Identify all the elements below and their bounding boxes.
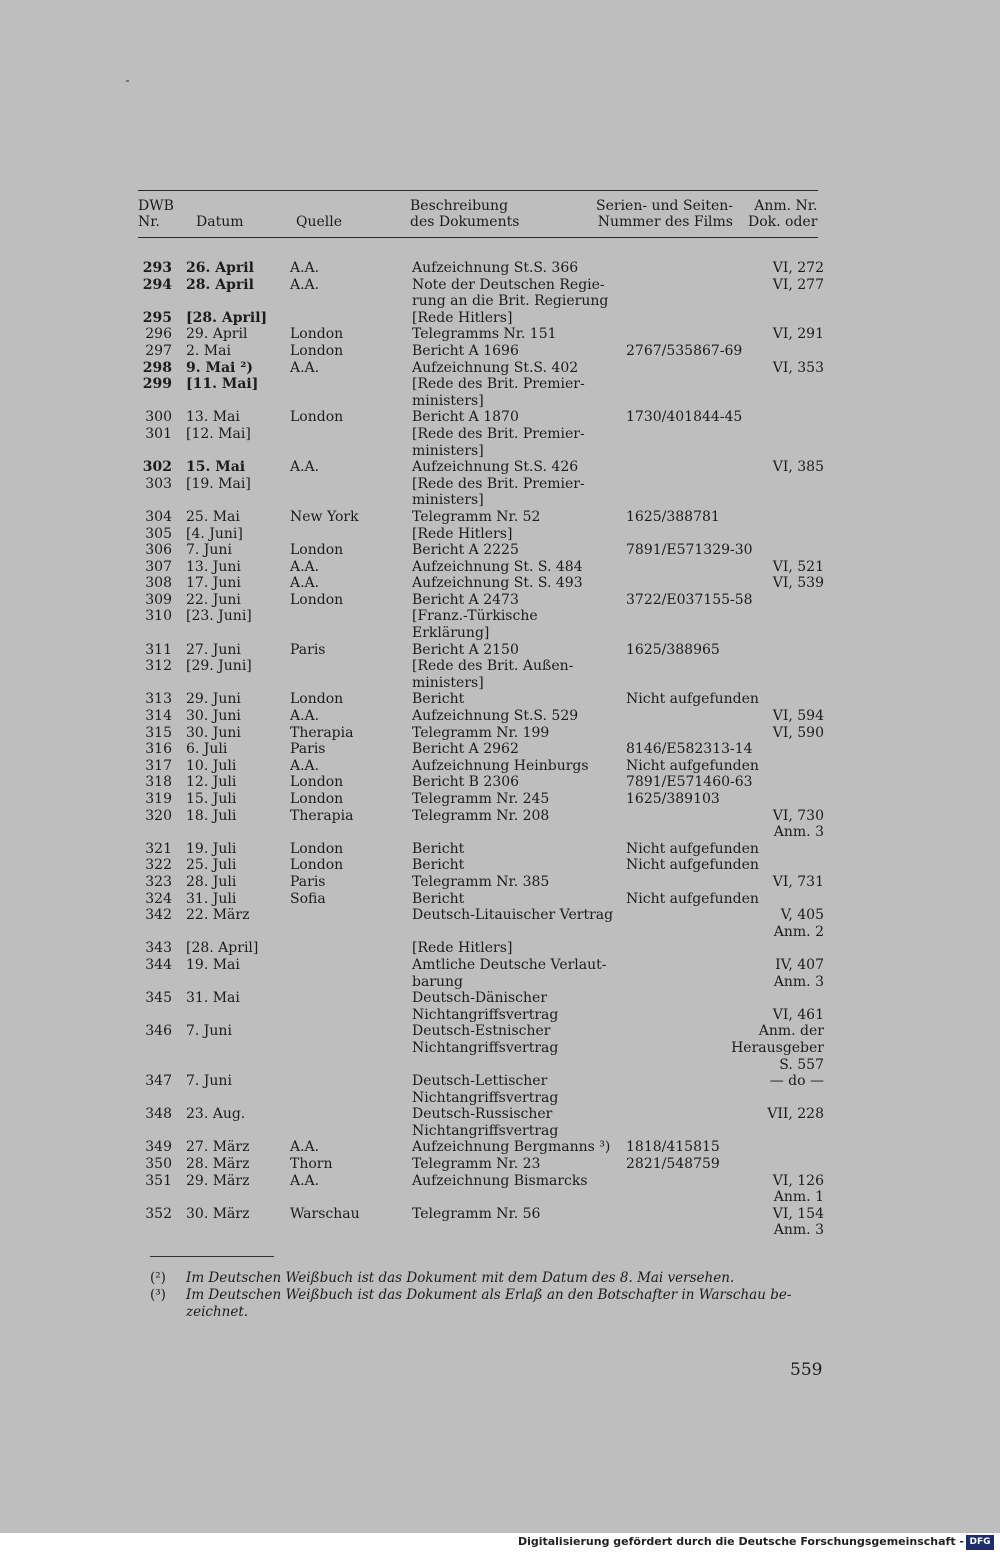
row-description: Telegramm Nr. 385 [412,873,550,890]
row-date: 25. Juli [186,857,237,874]
row-source: London [290,691,344,708]
row-number: 314 [145,708,172,725]
row-source: Warschau [290,1205,360,1222]
row-reference: VI, 291 [772,326,824,343]
row-reference: VI, 730 Anm. 3 [772,807,824,841]
row-date: 22. Juni [186,591,241,608]
row-reference: VI, 154 Anm. 3 [772,1205,824,1239]
row-source: London [290,326,344,343]
row-description: [Rede des Brit. Premier- ministers] [412,475,585,509]
row-date: 30. März [186,1205,250,1222]
row-description: Bericht [412,890,465,907]
table-row [0,1156,1000,1173]
row-description: Telegramm Nr. 245 [412,791,550,807]
row-reference: VI, 272 [772,260,824,276]
row-date: 10. Juli [186,757,237,774]
table-row [0,409,1000,426]
row-number: 303 [145,475,172,492]
page-number: 559 [790,1360,823,1380]
row-number: 320 [145,807,172,824]
table-row [0,526,1000,543]
footnote-rule [150,1256,274,1257]
table-row [0,808,1000,841]
row-date: [12. Mai] [186,425,251,442]
table-row [0,542,1000,559]
row-description: [Rede Hitlers] [412,309,513,326]
row-description: Bericht A 2473 [412,591,519,608]
row-description: Bericht B 2306 [412,774,520,791]
table-row [0,1023,1000,1073]
row-source: Therapia [290,807,354,824]
row-number: 315 [145,724,172,741]
row-source: London [290,409,344,426]
table-row [0,725,1000,742]
row-date: 31. Juli [186,890,237,907]
row-description: Bericht A 2150 [412,641,519,658]
row-source: London [290,840,344,857]
row-date: 29. April [186,326,248,343]
row-reference: VI, 277 [772,276,824,293]
table-row [0,990,1000,1023]
row-film-number: 1625/388781 [626,508,720,525]
table-row [0,559,1000,576]
row-date: 12. Juli [186,774,237,791]
row-date: 19. Juli [186,840,237,857]
table-row [0,1139,1000,1156]
row-film-number: 1818/415815 [626,1139,720,1156]
table-row [0,608,1000,641]
row-source: A.A. [290,558,320,575]
row-description: Bericht A 2225 [412,542,519,559]
row-source: New York [290,508,359,525]
row-number: 318 [145,774,172,791]
table-row [0,758,1000,775]
table-row [0,592,1000,609]
row-source: Paris [290,873,326,890]
row-number: 311 [145,641,172,658]
table-row [0,1073,1000,1106]
row-date: 13. Juni [186,558,241,575]
row-number: 301 [145,425,172,442]
row-reference: — do — [769,1073,824,1090]
row-source: Paris [290,641,326,658]
row-date: 9. Mai ²) [186,359,254,376]
row-film-number: Nicht aufgefunden [626,840,759,857]
table-row [0,260,1000,277]
row-number: 342 [145,907,172,924]
row-film-number: 3722/E037155-58 [626,591,753,608]
row-date: 6. Juli [186,741,228,758]
row-number: 319 [145,791,172,807]
row-date: 13. Mai [186,409,240,426]
table-row [0,360,1000,377]
row-date: [29. Juni] [186,658,252,675]
row-date: 2. Mai [186,342,231,359]
row-source: Therapia [290,724,354,741]
row-date: 30. Juni [186,724,241,741]
row-source: A.A. [290,359,320,376]
row-description: [Rede Hitlers] [412,940,513,957]
row-date: [11. Mai] [186,376,259,393]
row-date: 7. Juni [186,1023,232,1040]
row-date: 19. Mai [186,956,240,973]
table-row [0,791,1000,808]
row-source: A.A. [290,708,320,725]
table-row [0,343,1000,360]
row-number: 344 [145,956,172,973]
row-reference: VII, 228 [767,1106,824,1123]
table-row [0,1173,1000,1206]
row-film-number: Nicht aufgefunden [626,857,759,874]
table-row [0,708,1000,725]
row-date: 27. Juni [186,641,241,658]
row-description: Bericht [412,691,465,708]
row-description: [Rede Hitlers] [412,525,513,542]
row-date: 26. April [186,260,254,276]
row-number: 310 [145,608,172,625]
row-date: 15. Juli [186,791,237,807]
row-date: 25. Mai [186,508,240,525]
row-date: 28. Juli [186,873,237,890]
row-reference: VI, 521 [772,558,824,575]
row-source: London [290,857,344,874]
row-number: 298 [142,359,172,376]
row-date: 17. Juni [186,575,241,592]
row-reference: VI, 353 [772,359,824,376]
table-row [0,1206,1000,1239]
table-row [0,841,1000,858]
row-number: 346 [145,1023,172,1040]
row-number: 305 [145,525,172,542]
row-film-number: Nicht aufgefunden [626,691,759,708]
row-description: Deutsch-Dänischer Nichtangriffsvertrag [412,990,559,1023]
table-row [0,691,1000,708]
table-row [0,476,1000,509]
row-description: Telegramms Nr. 151 [412,326,557,343]
table-row [0,575,1000,592]
row-source: Thorn [290,1156,333,1173]
header-datum: Datum [196,214,244,230]
row-source: Paris [290,741,326,758]
row-number: 321 [145,840,172,857]
header-nr: DWB Nr. [138,198,174,230]
row-description: Note der Deutschen Regie- rung an die Brit. Regierung [412,276,609,310]
row-date: 18. Juli [186,807,237,824]
row-description: Telegramm Nr. 56 [412,1205,541,1222]
row-description: [Franz.-Türkische Erklärung] [412,608,538,642]
row-number: 348 [145,1106,172,1123]
row-source: London [290,591,344,608]
row-date: [4. Juni] [186,525,243,542]
table-row [0,310,1000,327]
row-date: 30. Juni [186,708,241,725]
row-description: [Rede des Brit. Außen- ministers] [412,658,574,691]
row-number: 308 [145,575,172,592]
row-description: Aufzeichnung St.S. 426 [412,459,579,476]
row-reference: VI, 594 [772,708,824,725]
row-film-number: 7891/E571329-30 [626,542,753,559]
row-reference: IV, 407 Anm. 3 [773,956,824,990]
table-row [0,459,1000,476]
row-number: 295 [142,309,172,326]
row-source: A.A. [290,459,320,476]
footnote-mark: (²) [150,1270,166,1286]
row-date: 29. Juni [186,691,241,708]
scan-speck [126,80,129,82]
row-date: [19. Mai] [186,475,251,492]
row-date: 23. Aug. [186,1106,246,1123]
row-description: Aufzeichnung Heinburgs [412,757,589,774]
row-source: A.A. [290,1172,320,1189]
table-row [0,277,1000,310]
row-number: 345 [145,990,172,1007]
row-number: 322 [145,857,172,874]
row-number: 323 [145,873,172,890]
row-description: Aufzeichnung St.S. 529 [412,708,579,725]
table-row [0,426,1000,459]
header-anm: Anm. Nr. Dok. oder [748,198,818,230]
row-date: 27. März [186,1139,250,1156]
table-row [0,642,1000,659]
footnote-text: Im Deutschen Weißbuch ist das Dokument als Erlaß an den Botschafter in Warschau be- zeichnet. [186,1287,792,1320]
table-header-rule [138,237,818,238]
row-film-number: 1625/389103 [626,791,720,807]
row-source: London [290,791,344,807]
row-description: Telegramm Nr. 199 [412,724,550,741]
table-row [0,774,1000,791]
row-date: 7. Juni [186,1073,232,1090]
row-date: 22. März [186,907,250,924]
row-number: 300 [145,409,172,426]
row-reference: VI, 126 Anm. 1 [772,1172,824,1206]
row-number: 347 [145,1073,172,1090]
row-source: A.A. [290,260,320,276]
row-description: [Rede des Brit. Premier- ministers] [412,425,585,459]
row-description: Aufzeichnung Bismarcks [412,1172,588,1189]
row-description: Telegramm Nr. 208 [412,807,550,824]
row-source: London [290,774,344,791]
header-beschreibung: Beschreibung des Dokuments [410,198,520,230]
row-description: Aufzeichnung St.S. 366 [412,260,579,276]
row-source: A.A. [290,276,320,293]
row-description: Aufzeichnung St.S. 402 [412,359,579,376]
row-description: Bericht A 1696 [412,342,519,359]
row-number: 343 [145,940,172,957]
row-number: 349 [145,1139,172,1156]
row-number: 312 [145,658,172,675]
table-row [0,741,1000,758]
table-row [0,1106,1000,1139]
table-row [0,957,1000,990]
table-row [0,509,1000,526]
dfg-logo: DFG [966,1535,994,1550]
row-number: 352 [145,1205,172,1222]
row-reference: VI, 731 [772,873,824,890]
row-description: Bericht A 1870 [412,409,519,426]
row-description: Deutsch-Estnischer Nichtangriffsvertrag [412,1023,559,1056]
row-number: 351 [145,1172,172,1189]
table-top-rule [138,190,818,191]
row-reference: VI, 539 [772,575,824,592]
row-reference: VI, 590 [772,724,824,741]
row-number: 324 [145,890,172,907]
row-film-number: 2821/548759 [626,1156,720,1173]
row-film-number: 2767/535867-69 [626,342,743,359]
footnote-mark: (³) [150,1287,166,1303]
row-date: [23. Juni] [186,608,252,625]
row-date: 31. Mai [186,990,240,1007]
document-table-body [0,260,1000,1239]
row-film-number: 1730/401844-45 [626,409,743,426]
row-description: Deutsch-Russischer Nichtangriffsvertrag [412,1106,559,1139]
table-row [0,857,1000,874]
row-number: 296 [145,326,172,343]
row-description: Amtliche Deutsche Verlaut- barung [412,956,607,990]
row-description: Bericht [412,840,465,857]
row-reference: Anm. der Herausgeber S. 557 [731,1023,824,1073]
row-description: Deutsch-Lettischer Nichtangriffsvertrag [412,1073,559,1106]
row-date: 28. März [186,1156,250,1173]
row-description: Aufzeichnung St. S. 484 [412,558,583,575]
row-source: A.A. [290,1139,320,1156]
row-number: 317 [145,757,172,774]
row-source: London [290,342,344,359]
row-number: 309 [145,591,172,608]
row-film-number: Nicht aufgefunden [626,757,759,774]
header-quelle: Quelle [296,214,343,230]
row-source: A.A. [290,575,320,592]
row-film-number: 7891/E571460-63 [626,774,753,791]
row-number: 313 [145,691,172,708]
table-row [0,891,1000,908]
table-row [0,874,1000,891]
row-number: 294 [142,276,172,293]
row-number: 293 [142,260,172,276]
table-row [0,658,1000,691]
row-description: Bericht A 2962 [412,741,519,758]
table-row [0,940,1000,957]
footnote-text: Im Deutschen Weißbuch ist das Dokument mit dem Datum des 8. Mai versehen. [186,1270,735,1286]
row-description: Bericht [412,857,465,874]
row-date: 29. März [186,1172,250,1189]
digitization-footer [0,1533,1000,1554]
row-description: Aufzeichnung Bergmanns ³) [412,1139,611,1156]
row-description: Aufzeichnung St. S. 493 [412,575,583,592]
row-number: 304 [145,508,172,525]
row-date: 7. Juni [186,542,232,559]
row-reference: VI, 385 [772,459,824,476]
row-film-number: 8146/E582313-14 [626,741,753,758]
row-number: 297 [145,342,172,359]
header-serien: Serien- und Seiten- Nummer des Films [596,198,733,230]
row-description: Telegramm Nr. 23 [412,1156,541,1173]
table-row [0,326,1000,343]
row-date: 28. April [186,276,254,293]
row-number: 316 [145,741,172,758]
row-source: London [290,542,344,559]
row-number: 307 [145,558,172,575]
row-source: A.A. [290,757,320,774]
row-number: 350 [145,1156,172,1173]
row-number: 299 [142,376,172,393]
row-description: Deutsch-Litauischer Vertrag [412,907,614,924]
row-source: Sofia [290,890,326,907]
table-row [0,376,1000,409]
row-film-number: Nicht aufgefunden [626,890,759,907]
table-row [0,907,1000,940]
row-reference: VI, 461 [772,1006,824,1023]
row-reference: V, 405 Anm. 2 [773,907,824,940]
row-date: [28. April] [186,309,268,326]
row-description: [Rede des Brit. Premier- ministers] [412,376,585,409]
row-date: [28. April] [186,940,259,957]
row-number: 302 [142,459,172,476]
row-film-number: 1625/388965 [626,641,720,658]
row-date: 15. Mai [186,459,246,476]
row-description: Telegramm Nr. 52 [412,508,541,525]
footer-text: Digitalisierung gefördert durch die Deutsche Forschungsgemeinschaft - [517,1535,964,1548]
row-number: 306 [145,542,172,559]
